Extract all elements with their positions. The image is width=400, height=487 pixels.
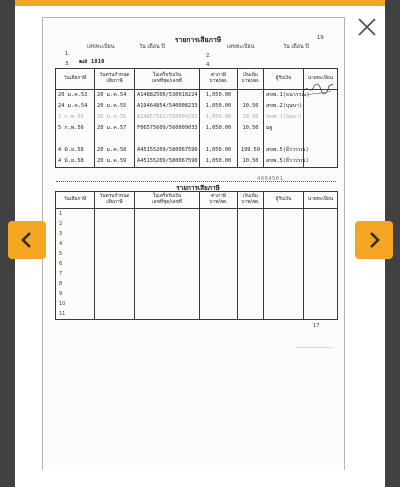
table-row: [56, 145, 337, 156]
cell-receipt-number: A19464854/540008233: [135, 101, 200, 112]
next-image-button[interactable]: [355, 221, 393, 259]
date-label-left: วัน เดือน ปี: [139, 44, 165, 50]
row-number: 4: [59, 241, 63, 247]
table-column: [304, 209, 337, 319]
cell-tax-amount: 1,050.00: [200, 156, 238, 167]
row-number: 10: [59, 301, 66, 307]
header-tax-date: วันเสียภาษี: [56, 69, 95, 89]
cell-tax-date: 1 ก.พ.55: [56, 112, 95, 123]
dotted-separator: [56, 181, 336, 182]
cell-receiver: สขพ.1(นิตยา): [264, 112, 304, 123]
scan-mark: [296, 347, 331, 348]
row-number: 11: [59, 311, 66, 317]
header-receipt-number: ใบเสร็จรับเงิน เลขที่ชุด/เลขที่: [135, 192, 200, 208]
cell-receipt-number: [135, 134, 200, 145]
cell-due-date: 20 ม.ค.58: [95, 145, 135, 156]
table-column: [238, 209, 264, 319]
header-tax-amount: ค่าภาษี บาท/สต.: [200, 69, 238, 89]
cell-due-date: [95, 134, 135, 145]
header-due-date: วันครบกำหนด เสียภาษี: [95, 69, 135, 89]
header-registrar: นายทะเบียน: [307, 76, 334, 82]
page-number-top: 19: [317, 35, 324, 41]
row-number: 1: [59, 211, 63, 217]
cell-registrar: [304, 101, 337, 112]
table-column: [135, 209, 200, 319]
table-row: [56, 112, 337, 123]
entry-index: 4.: [206, 62, 211, 68]
entry-index: 2.: [206, 53, 211, 59]
cell-tax-date: 24 ม.ค.54: [56, 101, 95, 112]
registrar-signature: [301, 80, 335, 98]
plate-number: ฒล 1810: [79, 59, 105, 65]
cell-tax-amount: 1,050.00: [200, 90, 238, 101]
cell-tax-date: [56, 134, 95, 145]
cell-receipt-number: A45155209/580067590: [135, 156, 200, 167]
cell-receiver: [264, 134, 304, 145]
row-number: 7: [59, 271, 63, 277]
date-label-right: วัน เดือน ปี: [283, 44, 309, 50]
cell-due-date: 20 ม.ค.59: [95, 156, 135, 167]
cell-tax-date: 4 มิ.ย.58: [56, 145, 95, 156]
entry-index: 1.: [65, 51, 70, 57]
cell-registrar: [304, 145, 337, 156]
plate-label-left: เลขทะเบียน: [87, 44, 115, 50]
table-column: [264, 209, 304, 319]
document-title: รายการเสียภาษี: [174, 36, 222, 44]
cell-tax-amount: 1,050.00: [200, 145, 238, 156]
table-row: [56, 101, 337, 112]
cell-due-date: 20 ม.ค.56: [95, 112, 135, 123]
cell-registrar: [304, 134, 337, 145]
tax-table-1: [55, 68, 338, 168]
table-row: [56, 134, 337, 145]
cell-receipt-number: A24857561/550004261: [135, 112, 200, 123]
cell-surcharge: [238, 134, 264, 145]
cell-surcharge: 10.50: [238, 156, 264, 167]
chevron-right-icon: [355, 221, 393, 259]
header-tax-date: วันเสียภาษี: [56, 192, 95, 208]
cell-receiver: มฐ: [264, 123, 304, 134]
serial-number: 4804501: [257, 176, 284, 182]
section-title: รายการเสียภาษี: [176, 184, 220, 192]
chevron-left-icon: [8, 221, 46, 259]
table-row: [56, 90, 337, 101]
table-header: [56, 192, 337, 209]
row-number: 2: [59, 221, 63, 227]
cell-due-date: 20 ม.ค.54: [95, 90, 135, 101]
cell-surcharge: 10.50: [238, 123, 264, 134]
cell-surcharge: 10.50: [238, 112, 264, 123]
table-column: [200, 209, 238, 319]
cell-tax-date: 20 ม.ค.53: [56, 90, 95, 101]
scanned-document: [42, 17, 345, 470]
row-number: 9: [59, 291, 63, 297]
cell-registrar: [304, 112, 337, 123]
cell-surcharge: [238, 90, 264, 101]
table-header: [56, 69, 337, 90]
row-number: 3: [59, 231, 63, 237]
table-body: [56, 209, 337, 319]
header-receiver: ผู้รับเงิน: [264, 192, 304, 208]
cell-receiver: สขพ.5(ธีรวรรณ): [264, 156, 304, 167]
cell-surcharge: 10.50: [238, 101, 264, 112]
viewer-panel: [15, 6, 385, 487]
cell-tax-date: 4 มิ.ย.58: [56, 156, 95, 167]
header-surcharge: เงินเพิ่ม บาท/สต.: [238, 192, 264, 208]
cell-receipt-number: A14882500/530010224: [135, 90, 200, 101]
cell-surcharge: 199.50: [238, 145, 264, 156]
cell-due-date: 20 ม.ค.55: [95, 101, 135, 112]
row-number: 8: [59, 281, 63, 287]
table-column: [95, 209, 135, 319]
cell-receipt-number: F06575609/560009033: [135, 123, 200, 134]
close-button[interactable]: [356, 16, 378, 38]
cell-registrar: [304, 123, 337, 134]
header-receiver: ผู้รับเงิน: [264, 69, 304, 89]
cell-registrar: [304, 156, 337, 167]
row-number-column: [56, 209, 95, 319]
header-tax-amount: ค่าภาษี บาท/สต.: [200, 192, 238, 208]
row-number: 6: [59, 261, 63, 267]
entry-index: 3.: [65, 61, 70, 67]
cell-tax-date: 5 ก.พ.56: [56, 123, 95, 134]
close-icon: [356, 16, 378, 38]
cell-receiver: สขพ.5(ธีรวรรณ): [264, 145, 304, 156]
cell-tax-amount: 1,050.00: [200, 112, 238, 123]
page-number-bottom: 17: [313, 323, 320, 329]
cell-tax-amount: 1,050.00: [200, 101, 238, 112]
plate-label-right: เลขทะเบียน: [227, 44, 255, 50]
header-receipt-number: ใบเสร็จรับเงิน เลขที่ชุด/เลขที่: [135, 69, 200, 89]
cell-tax-amount: [200, 134, 238, 145]
table-row: [56, 123, 337, 134]
header-registrar: นายทะเบียน: [307, 197, 334, 203]
row-number: 5: [59, 251, 63, 257]
cell-receipt-number: A45155209/580067590: [135, 145, 200, 156]
cell-receiver: สขพ.2(บุษบา): [264, 101, 304, 112]
cell-due-date: 20 ม.ค.57: [95, 123, 135, 134]
previous-image-button[interactable]: [8, 221, 46, 259]
table-row: [56, 156, 337, 167]
cell-tax-amount: 1,050.00: [200, 123, 238, 134]
header-surcharge: เงินเพิ่ม บาท/สต.: [238, 69, 264, 89]
tax-table-2: [55, 191, 338, 320]
cell-receiver: สขพ.1(ธนวรรณ): [264, 90, 304, 101]
header-due-date: วันครบกำหนด เสียภาษี: [95, 192, 135, 208]
